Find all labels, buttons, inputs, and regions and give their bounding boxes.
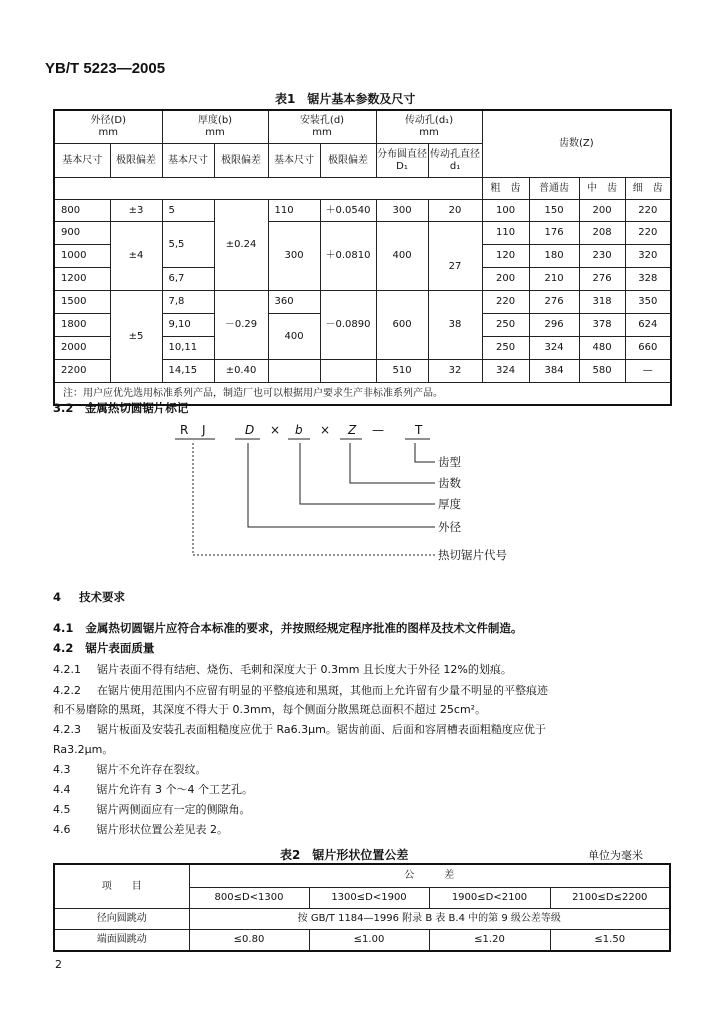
leader-line xyxy=(350,443,435,483)
table-cell: 38 xyxy=(428,291,482,360)
table-cell: 1000 xyxy=(54,245,110,268)
table-cell: 378 xyxy=(579,314,625,337)
table-cell: 210 xyxy=(529,268,579,291)
table-cell: 176 xyxy=(529,222,579,245)
code-part: T xyxy=(415,423,423,437)
table-cell: －0.29 xyxy=(214,291,268,360)
table-cell: 150 xyxy=(529,200,579,222)
table-cell: 324 xyxy=(482,360,529,383)
table-cell: 1200 xyxy=(54,268,110,291)
header-tolerance: 公 差 xyxy=(189,864,670,888)
code-part: — xyxy=(372,423,384,437)
table-cell: 250 xyxy=(482,314,529,337)
table-cell: 1800 xyxy=(54,314,110,337)
table-cell: 120 xyxy=(482,245,529,268)
table-cell: 20 xyxy=(428,200,482,222)
section-4-2-2-cont: 和不易磨除的黑斑，其深度不得大于 0.3mm，每个侧面分散黑斑总面积不超过 25cm²。 xyxy=(53,703,487,716)
table-cell: ±4 xyxy=(110,222,162,291)
header-drive-hole: 传动孔(d₁) mm xyxy=(376,110,482,144)
table-cell: 360 xyxy=(268,291,320,314)
table-cell: 200 xyxy=(579,200,625,222)
table-cell: ＋0.0810 xyxy=(320,222,376,291)
section-4-2-3-cont: Ra3.2μm。 xyxy=(53,743,114,756)
table-cell: 2000 xyxy=(54,337,110,360)
section-4: 4 技术要求 xyxy=(53,590,126,604)
table-cell: 800 xyxy=(54,200,110,222)
table2 xyxy=(53,863,671,952)
table-cell: 2200 xyxy=(54,360,110,383)
table-cell: －0.0890 xyxy=(320,291,376,360)
table-cell: 320 xyxy=(625,245,671,268)
header-outer-diameter: 外径(D) mm xyxy=(54,110,162,144)
header-basic-size: 基本尺寸 xyxy=(268,144,320,178)
table-cell: 230 xyxy=(579,245,625,268)
table-cell: 296 xyxy=(529,314,579,337)
table-cell: 400 xyxy=(376,222,428,291)
table-cell: 580 xyxy=(579,360,625,383)
table-cell: 6,7 xyxy=(162,268,214,291)
table-cell: 9,10 xyxy=(162,314,214,337)
table-cell: 276 xyxy=(529,291,579,314)
table-cell: — xyxy=(625,360,671,383)
table-cell xyxy=(428,222,482,245)
table2-unit: 单位为毫米 xyxy=(588,849,643,862)
table-cell: 250 xyxy=(482,337,529,360)
marking-label: 齿数 xyxy=(438,476,461,490)
radial-runout-label: 径向圆跳动 xyxy=(54,909,189,930)
marking-diagram xyxy=(160,415,560,565)
header-teeth: 齿数(Z) xyxy=(482,110,671,178)
header-limit-deviation: 极限偏差 xyxy=(320,144,376,178)
table-cell: 180 xyxy=(529,245,579,268)
table-cell: 7,8 xyxy=(162,291,214,314)
table-cell: 318 xyxy=(579,291,625,314)
section-4-3: 4.3 锯片不允许存在裂纹。 xyxy=(53,763,207,776)
page-number: 2 xyxy=(55,958,62,971)
header-pitch-diameter: 分布圆直径 D₁ xyxy=(376,144,428,178)
code-part: Z xyxy=(348,423,357,437)
header-drive-hole-diameter: 传动孔直径 d₁ xyxy=(428,144,482,178)
table2-caption: 表2 锯片形状位置公差 xyxy=(280,848,409,862)
axial-runout-label: 端面圆跳动 xyxy=(54,930,189,952)
table-cell: 324 xyxy=(529,337,579,360)
table-cell: ≤0.80 xyxy=(189,930,309,952)
table-cell: 400 xyxy=(268,314,320,360)
table-cell: 32 xyxy=(428,360,482,383)
marking-label: 齿型 xyxy=(438,455,461,469)
header-coarse: 粗 齿 xyxy=(482,178,529,200)
leader-line xyxy=(193,443,435,555)
header-medium: 中 齿 xyxy=(579,178,625,200)
section-4-2-1: 4.2.1 锯片表面不得有结疤、烧伤、毛刺和深度大于 0.3mm 且长度大于外径 12%的划痕。 xyxy=(53,663,512,676)
table-cell: ±3 xyxy=(110,200,162,222)
table-cell: 208 xyxy=(579,222,625,245)
marking-label: 热切锯片代号 xyxy=(438,548,507,562)
table-cell: ≤1.50 xyxy=(550,930,670,952)
leader-line xyxy=(248,443,435,527)
table-cell: 900 xyxy=(54,222,110,245)
table-cell: 300 xyxy=(268,222,320,291)
section-4-6: 4.6 锯片形状位置公差见表 2。 xyxy=(53,823,228,836)
table-cell: 220 xyxy=(482,291,529,314)
marking-heading: 3.2 金属热切圆锯片标记 xyxy=(53,401,189,415)
table-cell: ±5 xyxy=(110,291,162,383)
header-limit-deviation: 极限偏差 xyxy=(110,144,162,178)
table-cell: 220 xyxy=(625,222,671,245)
table-cell: 14,15 xyxy=(162,360,214,383)
table-cell: 350 xyxy=(625,291,671,314)
marking-label: 厚度 xyxy=(438,497,461,511)
table-cell: 510 xyxy=(376,360,428,383)
header-fine: 细 齿 xyxy=(625,178,671,200)
table-cell: 200 xyxy=(482,268,529,291)
table-cell: 624 xyxy=(625,314,671,337)
table-cell: 1500 xyxy=(54,291,110,314)
header-basic-size: 基本尺寸 xyxy=(162,144,214,178)
table-cell: 110 xyxy=(482,222,529,245)
table-cell: 328 xyxy=(625,268,671,291)
header-mount-hole: 安装孔(d) mm xyxy=(268,110,376,144)
document-code: YB/T 5223—2005 xyxy=(45,60,166,77)
table-cell xyxy=(320,360,376,383)
table-cell: ±0.24 xyxy=(214,200,268,291)
section-4-4: 4.4 锯片允许有 3 个～4 个工艺孔。 xyxy=(53,783,253,796)
header-basic-size: 基本尺寸 xyxy=(54,144,110,178)
table1 xyxy=(53,109,672,406)
table-cell: 100 xyxy=(482,200,529,222)
table-cell: 384 xyxy=(529,360,579,383)
table-cell: 276 xyxy=(579,268,625,291)
section-4-2-2: 4.2.2 在锯片使用范围内不应留有明显的平整痕迹和黑斑，其他而上允许留有少量不明显的平整痕迹 xyxy=(53,684,548,697)
table1-note: 注：用户应优先选用标准系列产品，制造厂也可以根据用户要求生产非标准系列产品。 xyxy=(54,383,671,406)
section-4-2: 4.2 锯片表面质量 xyxy=(53,641,155,655)
header-limit-deviation: 极限偏差 xyxy=(214,144,268,178)
table-cell: 600 xyxy=(376,291,428,360)
range-cell: 2100≤D≤2200 xyxy=(550,888,670,909)
code-part: D xyxy=(245,423,255,437)
table-cell: ±0.40 xyxy=(214,360,268,383)
section-4-2-3: 4.2.3 锯片板面及安装孔表面粗糙度应优于 Ra6.3μm。锯齿前面、后面和容屑槽表面粗糙度应优于 xyxy=(53,723,546,736)
table-cell: ≤1.20 xyxy=(429,930,550,952)
header-normal: 普通齿 xyxy=(529,178,579,200)
table-cell: 480 xyxy=(579,337,625,360)
table-cell: ＋0.0540 xyxy=(320,200,376,222)
code-part: × xyxy=(320,423,331,437)
range-cell: 800≤D<1300 xyxy=(189,888,309,909)
table-cell xyxy=(268,360,320,383)
section-4-1: 4.1 金属热切圆锯片应符合本标准的要求，并按照经规定程序批准的图样及技术文件制造。 xyxy=(53,621,523,635)
table-cell: 5 xyxy=(162,200,214,222)
header-thickness: 厚度(b) mm xyxy=(162,110,268,144)
range-cell: 1300≤D<1900 xyxy=(309,888,429,909)
code-part: J xyxy=(202,423,206,437)
section-4-5: 4.5 锯片两侧面应有一定的侧隙角。 xyxy=(53,803,251,816)
code-part: b xyxy=(295,423,303,437)
code-part: R xyxy=(180,423,189,437)
leader-line xyxy=(415,443,435,462)
table-cell: 300 xyxy=(376,200,428,222)
table-cell: 110 xyxy=(268,200,320,222)
table-cell: 27 xyxy=(428,245,482,291)
code-part: × xyxy=(270,423,281,437)
table-cell: ≤1.00 xyxy=(309,930,429,952)
table-cell: 5,5 xyxy=(162,222,214,268)
table-cell: 660 xyxy=(625,337,671,360)
radial-runout-value: 按 GB/T 1184—1996 附录 B 表 B.4 中的第 9 级公差等级 xyxy=(189,909,670,930)
marking-label: 外径 xyxy=(438,520,461,534)
range-cell: 1900≤D<2100 xyxy=(429,888,550,909)
header-item: 项 目 xyxy=(54,864,189,909)
table-cell: 10,11 xyxy=(162,337,214,360)
table-cell: 220 xyxy=(625,200,671,222)
table1-caption: 表1 锯片基本参数及尺寸 xyxy=(275,92,416,106)
